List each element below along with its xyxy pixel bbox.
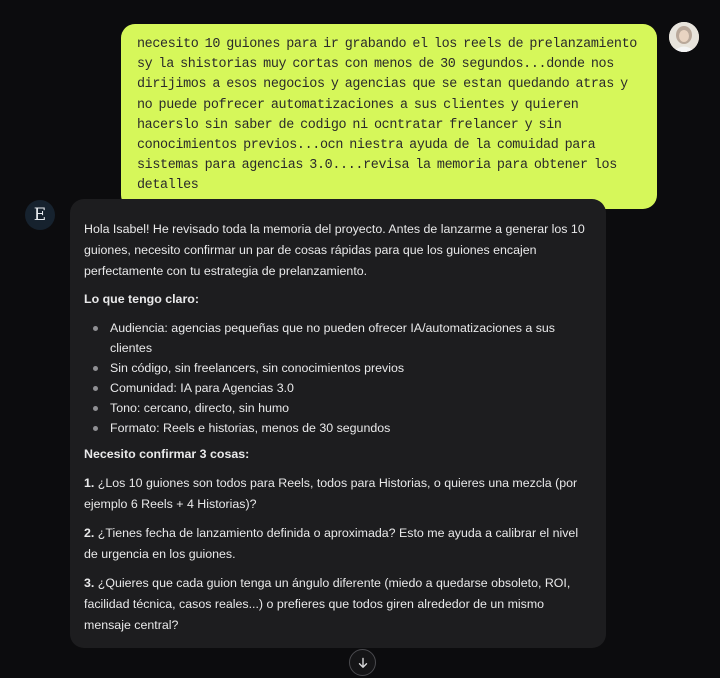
question-1 (84, 473, 588, 515)
assistant-message (70, 199, 606, 648)
question-number: 3. (84, 576, 95, 590)
user-photo-icon (669, 22, 699, 52)
question-number: 2. (84, 526, 95, 540)
user-message (121, 24, 657, 209)
clear-heading: Lo que tengo claro: (84, 292, 199, 306)
user-avatar[interactable] (669, 22, 699, 52)
user-message-text: necesito 10 guiones para ir grabando el los reels de prelanzamiento sy la shistorias muy cortas con menos de 30 segundos...donde nos dirijimos a esos negocios y agencias que se estan quedando atras y no puede pofrecer automatizaciones a sus clientes y quieren hacerslo sin saber de codigo ni ocntratar frelancer y sin conocimientos previos...ocn niestra ayuda de la comuidad para sistemas para agencias 3.0....revisa la memoria para obtener los detalles (137, 37, 637, 194)
list-item: Sin código, sin freelancers, sin conocimientos previos (110, 358, 588, 378)
question-2 (84, 523, 588, 565)
facts-list (84, 318, 588, 438)
question-number: 1. (84, 476, 95, 490)
list-item: Tono: cercano, directo, sin humo (110, 398, 588, 418)
list-item: Audiencia: agencias pequeñas que no pueden ofrecer IA/automatizaciones a sus clientes (110, 318, 588, 358)
question-text: ¿Los 10 guiones son todos para Reels, todos para Historias, o quieres una mezcla (por ejemplo 6 Reels + 4 Historias)? (84, 476, 578, 511)
question-3 (84, 573, 588, 636)
assistant-intro: Hola Isabel! He revisado toda la memoria del proyecto. Antes de lanzarme a generar los 10 guiones, necesito confirmar un par de cosas rápidas para que los guiones encajen perfectamente con tu estrategia de prelanzamiento. (84, 222, 585, 278)
assistant-avatar (25, 200, 55, 230)
assistant-avatar-letter: E (33, 205, 47, 225)
list-item: Formato: Reels e historias, menos de 30 segundos (110, 418, 588, 438)
question-text: ¿Tienes fecha de lanzamiento definida o aproximada? Esto me ayuda a calibrar el nivel de urgencia en los guiones. (84, 526, 579, 561)
question-text: ¿Quieres que cada guion tenga un ángulo diferente (miedo a quedarse obsoleto, ROI, facilidad técnica, casos reales...) o prefieres que todos giren alrededor de un mismo mensaje central? (84, 576, 571, 632)
arrow-down-icon (357, 657, 369, 669)
list-item: Comunidad: IA para Agencias 3.0 (110, 378, 588, 398)
confirm-heading: Necesito confirmar 3 cosas: (84, 447, 250, 461)
scroll-to-bottom-button[interactable] (349, 649, 376, 676)
